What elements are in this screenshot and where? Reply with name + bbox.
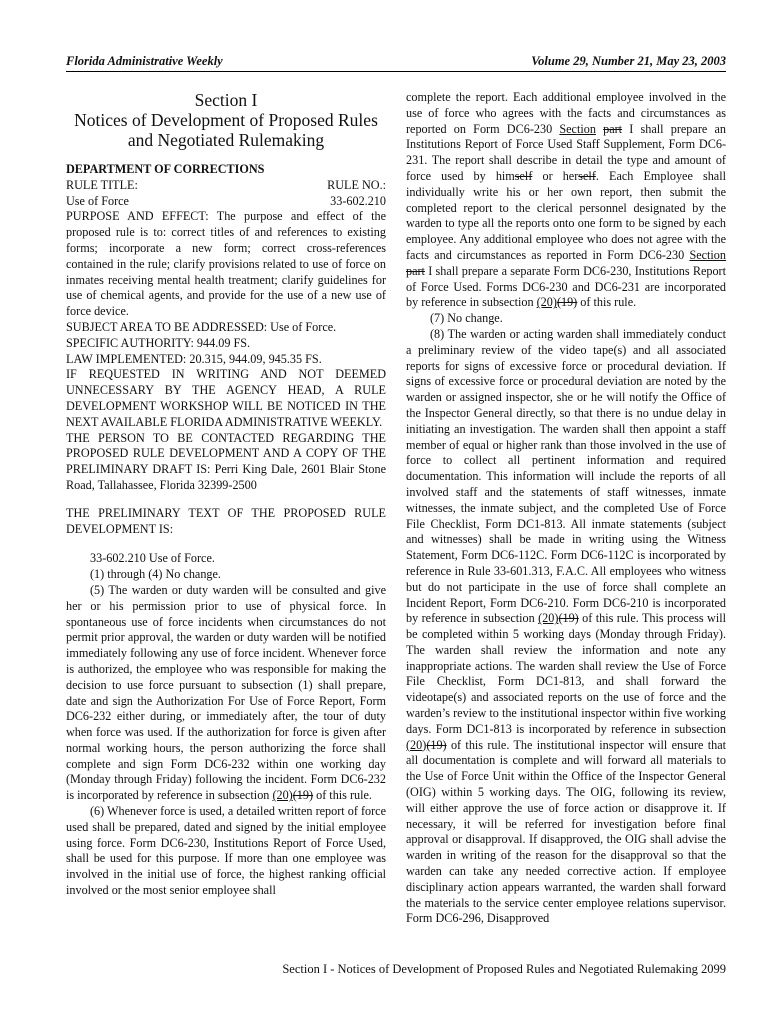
text-run: of this rule. [577, 295, 637, 310]
paragraph-8 [406, 327, 726, 927]
rule-label-row [66, 178, 386, 194]
preliminary-text-heading: THE PRELIMINARY TEXT OF THE PROPOSED RULE DEVELOPMENT IS: [66, 505, 386, 536]
section-title-line-1: Section I [194, 90, 258, 110]
paragraph-1-4: (1) through (4) No change. [90, 567, 221, 582]
text-run: of this rule. This process will be completed within 5 working days (Monday through Friday). The warden shall review the information and note any inappropriate actions. The warden shall review the Use of Force File Checklist, Form DC1-813, and shall forward the videotape(s) and associated reports on the use of force and the warden’s review to the institutional inspector within five working days. Form DC1-813 is incorporated by reference in subsection [406, 611, 726, 736]
department-heading: DEPARTMENT OF CORRECTIONS [66, 162, 265, 176]
text-run: complete the report. Each additional employee involved in the use of force who agrees with the facts and circumstances as reported on Form DC6-230 [406, 90, 726, 136]
deleted-text: part [406, 263, 425, 278]
issue-info: Volume 29, Number 21, May 23, 2003 [531, 54, 726, 68]
header-rule [66, 71, 726, 72]
section-title-line-2: Notices of Development of Proposed Rules [74, 110, 378, 130]
rule-title-value: Use of Force [66, 193, 129, 208]
rule-value-row [66, 194, 386, 210]
contact-person: THE PERSON TO BE CONTACTED REGARDING THE PROPOSED RULE DEVELOPMENT AND A COPY OF THE PRELIMINARY DRAFT IS: Perri King Dale, 2601 Blair Stone Road, Tallahassee, Florida 32399-2500 [66, 430, 386, 492]
subject-area: SUBJECT AREA TO BE ADDRESSED: Use of Force. [66, 319, 337, 334]
paragraph-6: (6) Whenever force is used, a detailed written report of force used shall be prepared, dated and signed by the initial employee using force. Form DC6-230, Institutions Report of Force Used, shall be used for this purpose. If more than one employee was involved in the initial use of force, the highest ranking official involved or the most senior employee shall [66, 804, 386, 898]
paragraph-6-continued [406, 90, 726, 311]
paragraph-7: (7) No change. [430, 311, 503, 326]
specific-authority: SPECIFIC AUTHORITY: 944.09 FS. [66, 335, 251, 350]
text-run: . Each Employee shall individually write his or her own report, then submit the completed report to the clerical personnel designated by the warden to type all the reports onto one form to be signed by each employee. Any additional employee who does not agree with the facts and circumstances as reported in Form DC6-230 [406, 168, 726, 262]
page-footer: Section I - Notices of Development of Proposed Rules and Negotiated Rulemaking 2099 [282, 962, 726, 976]
paragraph-5-end: of this rule. [313, 788, 372, 803]
purpose-paragraph: PURPOSE AND EFFECT: The purpose and effect of the proposed rule is to: correct titles of and references to existing forms; incorporate a new form; correct cross-references contained in the rule; clarify provisions related to use of force on inmates receiving mental health treatment; clarify guidelines for use of chemical agents, and provide for the use of a new use of force device. [66, 209, 386, 319]
inserted-text: (20) [538, 611, 559, 626]
deleted-text: part [603, 121, 623, 136]
right-column [406, 90, 726, 927]
inserted-text: Section [559, 121, 596, 136]
paragraph-5-text: (5) The warden or duty warden will be consulted and give her or his permission prior to use of physical force. In spontaneous use of force incidents when circumstances do not permit prior approval, the warden or duty warden will be notified immediately following any use of force incident. Whenever force is authorized, the employee who was responsible for making the decision to use force pursuant to subsection (1) shall prepare, date and sign the Authorization For Use of Force Report, Form DC6-232 either during, or immediately after, the tour of duty when force was used. If the authorization for force is given after normal working hours, the person authorizing the force shall complete and sign Form DC6-232 within one working day (Monday through Friday) following the incident. Form DC6-232 is incorporated by reference in subsection [66, 582, 386, 803]
rule-title-label: RULE TITLE: [66, 177, 138, 192]
inserted-text: Section [689, 247, 726, 262]
section-title-line-3: and Negotiated Rulemaking [127, 130, 325, 150]
running-header [66, 54, 726, 70]
rule-heading: 33-602.210 Use of Force. [90, 551, 215, 566]
law-implemented: LAW IMPLEMENTED: 20.315, 944.09, 945.35 FS. [66, 351, 322, 366]
left-column [66, 90, 386, 899]
deleted-text: (19) [292, 788, 314, 803]
publication-name: Florida Administrative Weekly [66, 54, 223, 68]
paragraph-5 [66, 583, 386, 804]
workshop-notice: IF REQUESTED IN WRITING AND NOT DEEMED UNNECESSARY BY THE AGENCY HEAD, A RULE DEVELOPMENT WORKSHOP WILL BE NOTICED IN THE NEXT AVAILABLE FLORIDA ADMINISTRATIVE WEEKLY. [66, 367, 386, 429]
inserted-text: (20) [536, 295, 557, 310]
rule-no-value: 33-602.210 [330, 193, 386, 208]
inserted-text: (20) [406, 737, 427, 752]
section-title [66, 90, 386, 150]
text-run: (8) The warden or acting warden shall immediately conduct a preliminary review of the video tape(s) and all associated reports for signs of excessive force or procedural deviation. If signs of excessive force or procedural deviation are noted by the warden or assigned inspector, she or he will notify the Office of the Inspector General directly, so that there is no undue delay in initiating an investigation. The warden shall then appoint a staff member of equal or higher rank than those involved in the use of force to collect all pertinent information and required documentation. This information will include the reports of all involved staff and the statements of staff witnesses, inmate witnesses, the inmate subject, and the completed Use of Force File Checklist, Form DC1-813. All inmate statements (subject and witnesses) shall be made in writing using the Witness Statement, Form DC6-112C. Form DC6-112C is incorporated by reference in Rule 33-601.313, F.A.C. All employees who witness but do not participate in the use of force shall complete an Incident Report, Form DC6-210. Form DC6-210 is incorporated by reference in subsection [406, 326, 726, 626]
text-run: I shall prepare a separate Form DC6-230, Institutions Report of Force Used. Forms DC6-230 and DC6-231 are incorporated by reference in subsection [406, 263, 726, 310]
deleted-text: (19) [558, 611, 579, 626]
text-run: I shall prepare an Institutions Report of Force Used Staff Supplement, Form DC6-231. The report shall describe in detail the type and amount of force used by him [406, 121, 726, 183]
text-run: of this rule. The institutional inspector will ensure that all documentation is complete and will forward all materials to the Use of Force Unit within the Office of the Inspector General (OIG) within 5 working days. The OIG, following its review, will either approve the use of force action or disapprove it. If necessary, it will be referred for investigation before final approval or disapproval. If disapproved, the OIG shall advise the warden in writing of the reason for the disapproval so that the warden can take any needed corrective action. If employee disciplinary action appears warranted, the warden shall forward the materials to the service center employee relations supervisor. Form DC6-296, Disapproved [406, 737, 726, 926]
deleted-text: self [514, 168, 533, 183]
deleted-text: self [578, 168, 596, 183]
rule-no-label: RULE NO.: [327, 177, 386, 192]
inserted-text: (20) [272, 788, 293, 803]
deleted-text: (19) [556, 295, 578, 310]
deleted-text: (19) [426, 737, 447, 752]
text-run: or her [532, 168, 579, 183]
